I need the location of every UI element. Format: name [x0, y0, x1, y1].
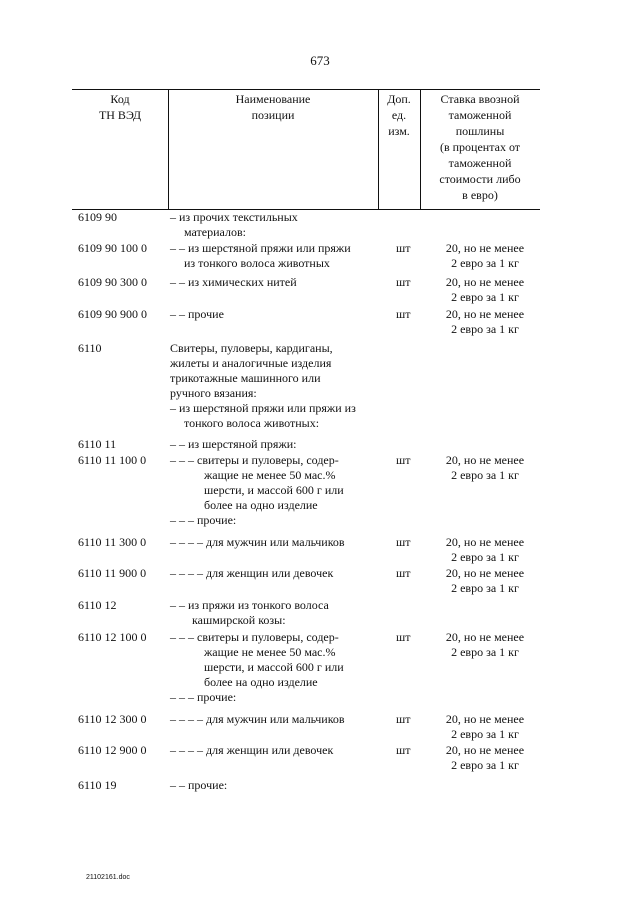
header-code	[72, 91, 168, 123]
row-name	[170, 453, 382, 528]
row-rate	[430, 712, 540, 742]
row-name-line: – – – – для мужчин или мальчиков	[170, 535, 345, 549]
row-code: 6109 90 300 0	[78, 275, 147, 289]
row-code: 6110 11 300 0	[78, 535, 147, 549]
header-name-line: позиции	[251, 108, 295, 122]
header-rate-line: таможенной	[448, 156, 512, 170]
row-name-line: шерсти, и массой 600 г или	[204, 483, 344, 497]
row-name-line: – – из пряжи из тонкого волоса	[170, 598, 329, 612]
row-name-line: жащие не менее 50 мас.%	[204, 645, 336, 659]
row-rate-line: 20, но не менее	[445, 275, 525, 289]
row-code: 6109 90	[78, 210, 117, 224]
row-name-line: из тонкого волоса животных	[184, 256, 330, 270]
row-name-line: – – – прочие:	[170, 513, 237, 527]
row-code: 6109 90 900 0	[78, 307, 147, 321]
row-name-line: материалов:	[184, 225, 246, 239]
page-number: 673	[310, 53, 330, 68]
row-name-line: жащие не менее 50 мас.%	[204, 468, 336, 482]
row-rate	[430, 630, 540, 660]
row-name	[170, 743, 382, 758]
row-name-line: – – – свитеры и пуловеры, содер-	[170, 630, 339, 644]
row-rate-line: 20, но не менее	[445, 743, 525, 757]
row-rate	[430, 307, 540, 337]
row-code: 6110	[78, 341, 102, 355]
row-name-line: более на одно изделие	[204, 675, 318, 689]
row-name-line: жилеты и аналогичные изделия	[170, 356, 332, 370]
row-name-line: – – прочие:	[170, 778, 228, 792]
row-unit: шт	[396, 712, 411, 726]
header-rate-line: в евро)	[462, 188, 498, 202]
header-top-rule	[72, 89, 540, 90]
row-name-line: – – – прочие:	[170, 690, 237, 704]
row-code: 6110 11 900 0	[78, 566, 147, 580]
row-rate	[430, 743, 540, 773]
row-rate-line: 20, но не менее	[445, 241, 525, 255]
footer-filename: 21102161.doc	[86, 874, 130, 881]
row-rate-line: 20, но не менее	[445, 453, 525, 467]
row-name-line: шерсти, и массой 600 г или	[204, 660, 344, 674]
header-unit-line: изм.	[388, 124, 410, 138]
header-unit-line: ед.	[391, 108, 407, 122]
header-name-line: Наименование	[235, 92, 311, 106]
header-rate-line: Ставка ввозной	[440, 92, 520, 106]
row-rate	[430, 566, 540, 596]
header-rate	[420, 91, 540, 203]
header-unit	[378, 91, 420, 139]
row-name	[170, 712, 382, 727]
row-name	[170, 275, 382, 290]
row-name-line: – – из шерстяной пряжи:	[170, 437, 297, 451]
row-name-line: тонкого волоса животных:	[184, 416, 320, 430]
row-unit: шт	[396, 275, 411, 289]
row-rate-line: 20, но не менее	[445, 566, 525, 580]
row-code: 6110 11 100 0	[78, 453, 147, 467]
header-rate-line: (в процентах от	[439, 140, 521, 154]
header-name	[168, 91, 378, 123]
row-name	[170, 778, 382, 793]
row-name	[170, 630, 382, 705]
header-rate-line: таможенной	[448, 108, 512, 122]
row-unit: шт	[396, 630, 411, 644]
row-name-line: кашмирской козы:	[192, 613, 286, 627]
header-unit-line: Доп.	[387, 92, 411, 106]
row-name-line: – – из шерстяной пряжи или пряжи	[170, 241, 351, 255]
header-code-line: ТН ВЭД	[98, 108, 142, 122]
row-name-line: – – – – для женщин или девочек	[170, 743, 334, 757]
row-code: 6110 12 300 0	[78, 712, 147, 726]
row-unit: шт	[396, 535, 411, 549]
row-name-line: – – – свитеры и пуловеры, содер-	[170, 453, 339, 467]
header-code-line: Код	[110, 92, 130, 106]
row-code: 6110 12 100 0	[78, 630, 147, 644]
row-rate-line: 2 евро за 1 кг	[451, 550, 519, 564]
row-rate-line: 20, но не менее	[445, 307, 525, 321]
row-name	[170, 535, 382, 550]
row-unit: шт	[396, 453, 411, 467]
row-name	[170, 341, 382, 431]
row-name-line: – – – – для мужчин или мальчиков	[170, 712, 345, 726]
row-rate-line: 2 евро за 1 кг	[451, 645, 519, 659]
row-name-line: Свитеры, пуловеры, кардиганы,	[170, 341, 333, 355]
row-name-line: более на одно изделие	[204, 498, 318, 512]
row-name-line: ручного вязания:	[170, 386, 257, 400]
row-name	[170, 566, 382, 581]
row-name	[170, 241, 382, 271]
row-unit: шт	[396, 307, 411, 321]
row-code: 6110 12	[78, 598, 117, 612]
row-rate	[430, 535, 540, 565]
row-rate	[430, 275, 540, 305]
row-rate-line: 2 евро за 1 кг	[451, 581, 519, 595]
row-code: 6110 12 900 0	[78, 743, 147, 757]
row-name	[170, 437, 382, 452]
row-name	[170, 307, 382, 322]
row-name	[170, 210, 382, 240]
row-rate-line: 2 евро за 1 кг	[451, 758, 519, 772]
row-rate-line: 2 евро за 1 кг	[451, 290, 519, 304]
row-rate	[430, 241, 540, 271]
row-unit: шт	[396, 743, 411, 757]
row-name-line: – – – – для женщин или девочек	[170, 566, 334, 580]
row-name-line: – из прочих текстильных	[170, 210, 298, 224]
header-rate-line: стоимости либо	[439, 172, 521, 186]
row-name-line: трикотажные машинного или	[170, 371, 321, 385]
row-name-line: – – прочие	[170, 307, 224, 321]
row-name	[170, 598, 382, 628]
row-name-line: – – из химических нитей	[170, 275, 297, 289]
row-rate-line: 20, но не менее	[445, 712, 525, 726]
row-rate	[430, 453, 540, 483]
row-unit: шт	[396, 241, 411, 255]
row-rate-line: 2 евро за 1 кг	[451, 322, 519, 336]
row-code: 6109 90 100 0	[78, 241, 147, 255]
row-rate-line: 2 евро за 1 кг	[451, 727, 519, 741]
row-rate-line: 20, но не менее	[445, 630, 525, 644]
row-rate-line: 2 евро за 1 кг	[451, 256, 519, 270]
row-code: 6110 11	[78, 437, 117, 451]
row-code: 6110 19	[78, 778, 117, 792]
row-rate-line: 2 евро за 1 кг	[451, 468, 519, 482]
header-rate-line: пошлины	[455, 124, 505, 138]
row-unit: шт	[396, 566, 411, 580]
row-name-line: – из шерстяной пряжи или пряжи из	[170, 401, 356, 415]
row-rate-line: 20, но не менее	[445, 535, 525, 549]
